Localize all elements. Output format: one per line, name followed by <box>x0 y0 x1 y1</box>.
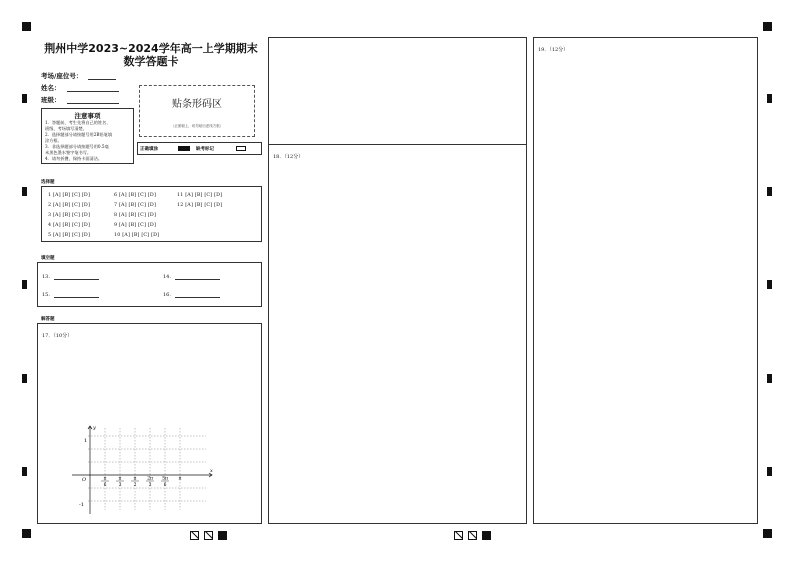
question-17-label: 17．（10分） <box>42 333 73 339</box>
timing-mark <box>22 94 27 103</box>
notice-line: 班级、考场填写清楚。 <box>45 126 87 131</box>
timing-mark <box>767 467 772 476</box>
y-axis-label: y <box>93 425 96 431</box>
answer-box-17[interactable] <box>37 323 262 524</box>
timing-mark <box>767 374 772 383</box>
fill-item-14[interactable] <box>163 274 220 280</box>
notice-line: 米黑色墨水签字笔书写。 <box>45 150 92 155</box>
name-line[interactable] <box>67 85 119 92</box>
barcode-note: （正面朝上，切勿贴出虚线方框） <box>170 124 224 128</box>
page-marker-solid <box>218 531 227 540</box>
choice-row[interactable]: 6 [A] [B] [C] [D] <box>114 193 157 198</box>
fill-section-label: 填空题 <box>41 256 55 261</box>
sine-graph-grid <box>66 422 216 518</box>
exam-seat-field[interactable] <box>41 71 116 80</box>
notice-line: 3．非选择题部分请按题号用0.5毫 <box>45 144 109 149</box>
choice-row[interactable]: 2 [A] [B] [C] [D] <box>48 203 91 208</box>
page-marker-cross <box>204 531 213 540</box>
notice-box <box>41 108 134 164</box>
choice-section-label: 选择题 <box>41 180 55 185</box>
choice-row[interactable]: 4 [A] [B] [C] [D] <box>48 223 91 228</box>
class-line[interactable] <box>67 97 119 104</box>
correct-fill-sample <box>178 146 190 151</box>
corner-marker-br <box>763 529 772 538</box>
timing-mark <box>767 280 772 289</box>
fill-line[interactable] <box>54 293 99 298</box>
x-tick-num: π <box>103 476 107 482</box>
fill-number: 16. <box>163 292 171 298</box>
correct-fill-label: 正确填涂 <box>140 147 158 152</box>
x-tick-den: 6 <box>103 483 107 488</box>
barcode-title: 贴条形码区 <box>172 99 222 110</box>
notice-line: 1．答题前，考生先将自己的姓名、 <box>45 120 111 125</box>
choice-row[interactable]: 3 [A] [B] [C] [D] <box>48 213 91 218</box>
timing-mark <box>767 94 772 103</box>
fill-item-15[interactable] <box>42 292 99 298</box>
choice-row[interactable]: 9 [A] [B] [C] [D] <box>114 223 157 228</box>
x-tick-num: 5π <box>162 476 168 482</box>
page-marker-cross <box>468 531 477 540</box>
corner-marker-tr <box>763 22 772 31</box>
fill-number: 14. <box>163 274 171 280</box>
exam-seat-line[interactable] <box>88 73 116 80</box>
answer-box-18[interactable] <box>269 145 526 523</box>
x-tick-den: 3 <box>118 483 122 488</box>
missing-mark-label: 缺考标记 <box>196 147 214 152</box>
page-marker-solid <box>482 531 491 540</box>
name-label: 姓名： <box>41 84 61 92</box>
notice-line: 4．请勿折叠，保持卡面清洁。 <box>45 156 103 161</box>
exam-seat-label: 考场/座位号： <box>41 72 83 80</box>
x-tick-num: π <box>133 476 137 482</box>
answer-box-19[interactable] <box>533 37 758 524</box>
choice-box <box>41 186 262 242</box>
timing-mark <box>767 187 772 196</box>
fill-item-13[interactable] <box>42 274 99 280</box>
choice-row[interactable]: 12 [A] [B] [C] [D] <box>177 203 223 208</box>
x-tick-num: π <box>118 476 122 482</box>
page-marker-cross <box>454 531 463 540</box>
page-marker-cross <box>190 531 199 540</box>
missing-mark-checkbox[interactable] <box>236 146 246 151</box>
y-tick-neg1: -1 <box>79 502 84 508</box>
class-field[interactable] <box>41 95 119 104</box>
timing-mark <box>22 374 27 383</box>
choice-row[interactable]: 11 [A] [B] [C] [D] <box>177 193 223 198</box>
question-19-label: 19．（12分） <box>538 47 569 53</box>
page-subtitle: 数学答题卡 <box>123 55 179 68</box>
choice-row[interactable]: 8 [A] [B] [C] [D] <box>114 213 157 218</box>
x-tick-den: 6 <box>163 483 167 488</box>
x-axis-label: x <box>210 468 213 474</box>
answer-column-middle <box>268 37 527 524</box>
timing-mark <box>22 280 27 289</box>
corner-marker-tl <box>22 22 31 31</box>
name-field[interactable] <box>41 83 119 92</box>
fill-number: 15. <box>42 292 50 298</box>
fill-line[interactable] <box>175 293 220 298</box>
timing-mark <box>22 467 27 476</box>
fill-line[interactable] <box>54 275 99 280</box>
choice-row[interactable]: 10 [A] [B] [C] [D] <box>114 233 160 238</box>
notice-line: 2．选择题部分请按题号用2B铅笔填 <box>45 132 113 137</box>
class-label: 班级： <box>41 96 61 104</box>
choice-row[interactable]: 5 [A] [B] [C] [D] <box>48 233 91 238</box>
x-tick-num: 2π <box>147 476 153 482</box>
corner-marker-bl <box>22 529 31 538</box>
notice-line: 涂方框。 <box>45 138 62 143</box>
question-18-label: 18．（12分） <box>273 154 304 160</box>
fill-box <box>37 262 262 307</box>
marks-box <box>137 142 262 155</box>
x-tick-den: 3 <box>148 483 152 488</box>
barcode-area <box>139 85 255 137</box>
page-title: 荆州中学2023~2024学年高一上学期期末 <box>44 42 258 55</box>
answer-section-label: 解答题 <box>41 317 55 322</box>
choice-row[interactable]: 1 [A] [B] [C] [D] <box>48 193 91 198</box>
fill-item-16[interactable] <box>163 292 220 298</box>
fill-line[interactable] <box>175 275 220 280</box>
choice-row[interactable]: 7 [A] [B] [C] [D] <box>114 203 157 208</box>
notice-title: 注意事项 <box>74 112 101 120</box>
x-tick-den: 2 <box>133 483 137 488</box>
origin-label: O <box>82 477 87 483</box>
fill-number: 13. <box>42 274 50 280</box>
x-tick-num: π <box>178 476 182 482</box>
timing-mark <box>22 187 27 196</box>
y-tick-1: 1 <box>84 438 88 444</box>
